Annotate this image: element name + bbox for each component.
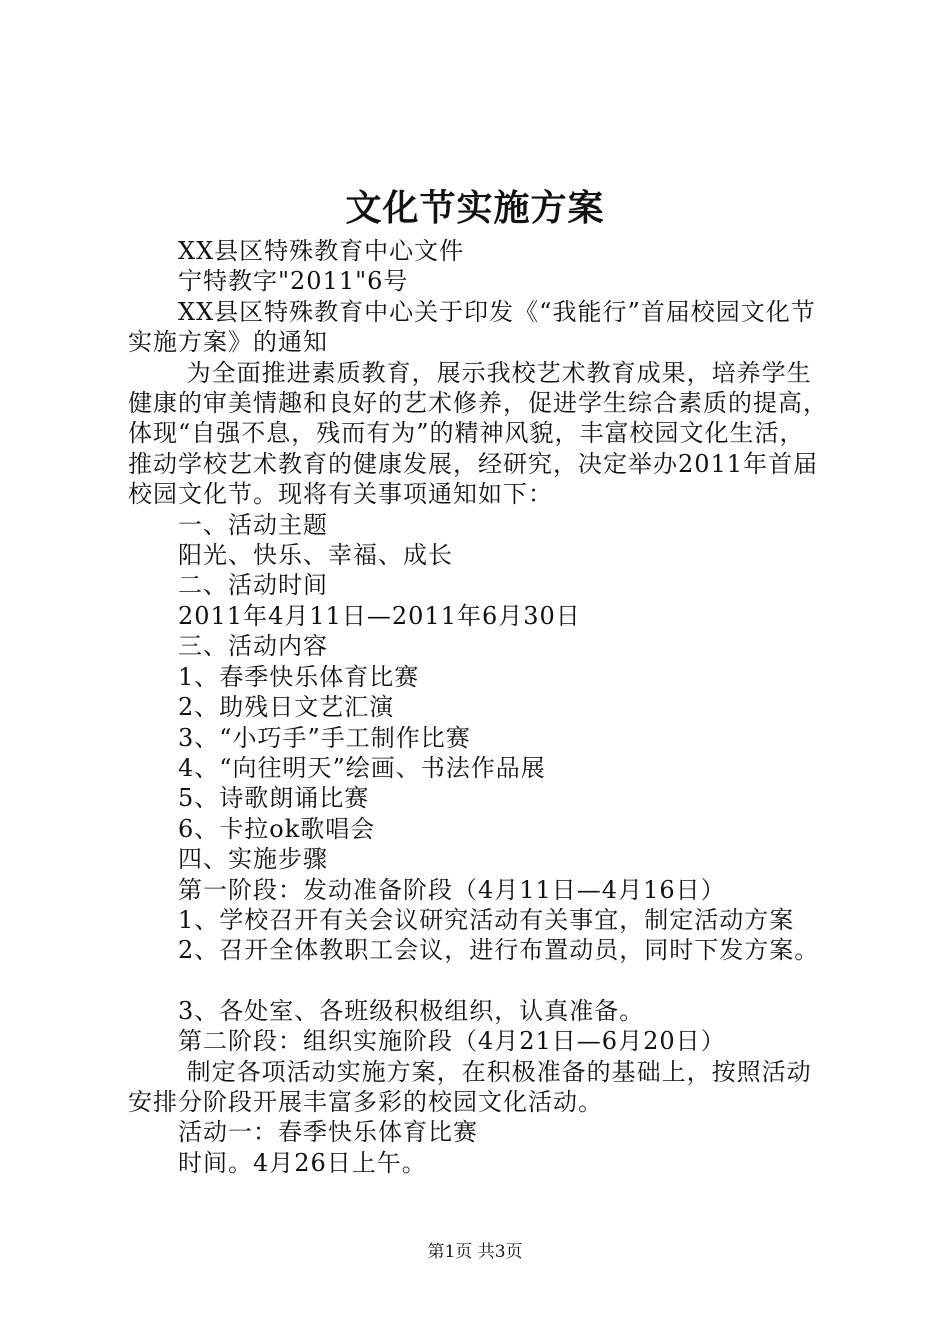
section-heading-content: 三、活动内容 <box>178 632 328 661</box>
blank-line <box>128 966 828 996</box>
list-item: 1、春季快乐体育比赛 <box>178 662 420 691</box>
section-heading-steps: 四、实施步骤 <box>178 845 328 874</box>
paragraph-notice-title: XX县区特殊教育中心关于印发《“我能行”首届校园文化节实施方案》的通知 <box>128 297 816 357</box>
page-footer: 第1页 共3页 <box>427 1242 523 1262</box>
paragraph-phase-one: 第一阶段：发动准备阶段（4月11日—4月16日） <box>178 875 726 904</box>
paragraph-theme: 阳光、快乐、幸福、成长 <box>178 541 453 570</box>
paragraph-time: 2011年4月11日—2011年6月30日 <box>178 601 581 630</box>
paragraph-phase-two: 第二阶段：组织实施阶段（4月21日—6月20日） <box>178 1027 726 1056</box>
list-item: 2、助残日文艺汇演 <box>178 693 395 722</box>
document-title: 文化节实施方案 <box>345 187 605 229</box>
section-heading-theme: 一、活动主题 <box>178 510 328 539</box>
list-item: 5、诗歌朗诵比赛 <box>178 784 370 813</box>
paragraph-activity-one-time: 时间。4月26日上午。 <box>178 1148 427 1177</box>
paragraph-phase-two-detail: 制定各项活动实施方案，在积极准备的基础上，按照活动安排分阶段开展丰富多彩的校园文化活动。 <box>128 1057 812 1116</box>
list-item: 3、各处室、各班级积极组织，认真准备。 <box>178 996 645 1025</box>
section-heading-time: 二、活动时间 <box>178 571 328 600</box>
paragraph-activity-one: 活动一：春季快乐体育比赛 <box>178 1118 478 1147</box>
list-item: 6、卡拉ok歌唱会 <box>178 814 376 843</box>
list-item: 4、“向往明天”绘画、书法作品展 <box>178 753 546 782</box>
document-body <box>128 236 828 1178</box>
list-item: 2、召开全体教职工会议，进行布置动员，同时下发方案。 <box>178 936 820 965</box>
list-item: 1、学校召开有关会议研究活动有关事宜，制定活动方案 <box>178 905 795 934</box>
list-item: 3、“小巧手”手工制作比赛 <box>178 723 471 752</box>
paragraph-doc-number: 宁特教字"2011"6号 <box>178 267 409 296</box>
paragraph-intro: 为全面推进素质教育，展示我校艺术教育成果，培养学生健康的审美情趣和良好的艺术修养，促进学生综合素质的提高，体现“自强不息，残而有为”的精神风貌，丰富校园文化生活，推动学校艺术教育的健康发展，经研究，决定举办2011年首届校园文化节。现将有关事项通知如下： <box>128 358 828 509</box>
paragraph-issuer: XX县区特殊教育中心文件 <box>178 237 465 265</box>
